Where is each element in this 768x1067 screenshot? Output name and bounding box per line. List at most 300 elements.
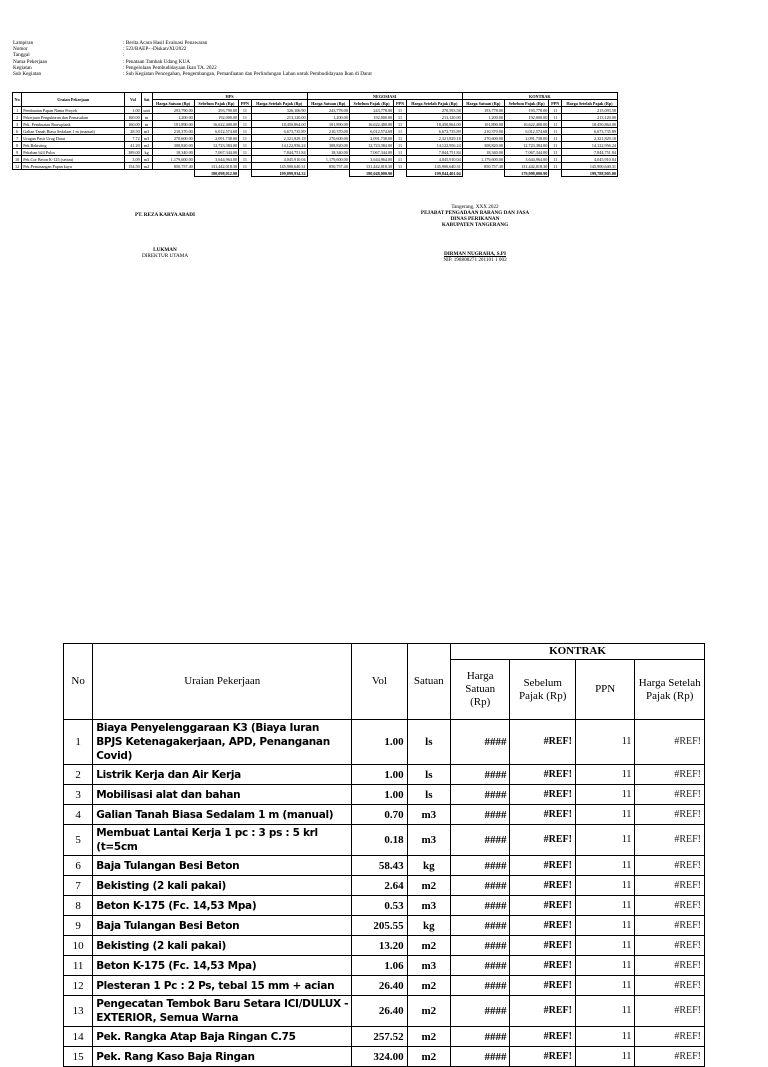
- totals-spacer: [13, 170, 153, 177]
- contract-cell-sp: #REF!: [510, 976, 576, 996]
- contract-cell-sp: #REF!: [510, 896, 576, 916]
- col-uraian: Uraian Pekerjaan: [22, 93, 125, 107]
- table-cell: 145,900,640.31: [406, 163, 462, 170]
- contract-cell-ppn: 11: [575, 805, 634, 825]
- table-cell: 1,200.00: [462, 114, 504, 121]
- table-cell: 18,450,864.00: [251, 121, 307, 128]
- subcol-ppn: PPN: [239, 100, 252, 107]
- contract-cell-uraian: Beton K-175 (Fc. 14,53 Mpa): [93, 896, 352, 916]
- left-signature: [120, 212, 210, 259]
- header-info-value: :: [123, 52, 125, 59]
- table-cell: 2,091,738.00: [194, 135, 238, 142]
- contract-cell-hs: ####: [450, 720, 509, 765]
- contract-cell-uraian: Plesteran 1 Pc : 2 Ps, tebal 15 mm + acian: [93, 976, 352, 996]
- contract-cell-sat: ls: [407, 720, 450, 765]
- table-cell: 1,200.00: [307, 114, 349, 121]
- table-cell: 6: [13, 128, 22, 135]
- header-info-value: : Pengelolaan Pembudidayaan Ikan TA. 2022: [123, 64, 217, 71]
- contract-cell-sp: #REF!: [510, 805, 576, 825]
- contract-cell-sat: m2: [407, 1027, 450, 1047]
- table-cell: m2: [141, 163, 152, 170]
- contract-cell-ssp: #REF!: [635, 896, 705, 916]
- contract-cell-no: 7: [64, 876, 93, 896]
- table-row: [13, 149, 618, 156]
- contract-cell-vol: 0.53: [352, 896, 407, 916]
- table-cell: 101,890.00: [462, 121, 504, 128]
- table-cell: 213,120.00: [406, 114, 462, 121]
- table-cell: Pembuatan Papan Nama Proyek: [22, 107, 125, 114]
- contract-cell-uraian: Pek. Rangka Atap Baja Ringan C.75: [93, 1027, 352, 1047]
- table-cell: 850,757.40: [152, 163, 194, 170]
- company-name: PT. REZA KARYA ABADI: [134, 212, 196, 218]
- evaluation-table: [12, 92, 618, 177]
- subcol-hs: Harga Satuan (Rp): [462, 100, 504, 107]
- table-cell: kg: [141, 149, 152, 156]
- table-cell: 4,045,910.04: [251, 156, 307, 163]
- big-col-vol: Vol: [352, 644, 407, 720]
- contract-cell-ppn: 11: [575, 1027, 634, 1047]
- contract-cell-hs: ####: [450, 996, 509, 1027]
- contract-cell-ppn: 11: [575, 1047, 634, 1067]
- table-cell: 11: [549, 156, 562, 163]
- table-cell: 7,067,344.00: [194, 149, 238, 156]
- contract-cell-vol: 13.20: [352, 936, 407, 956]
- table-cell: Pekaban b24 Polos: [22, 149, 125, 156]
- contract-cell-uraian: Baja Tulangan Besi Beton: [93, 916, 352, 936]
- table-cell: 243,778.00: [349, 107, 393, 114]
- contract-cell-vol: 26.40: [352, 996, 407, 1027]
- table-cell: 11: [239, 156, 252, 163]
- contract-cell-sp: #REF!: [510, 936, 576, 956]
- contract-row: [64, 1027, 705, 1047]
- table-cell: 1: [13, 107, 22, 114]
- subcol-sp: Sebelum Pajak (Rp): [349, 100, 393, 107]
- contract-cell-uraian: Galian Tanah Biasa Sedalam 1 m (manual): [93, 805, 352, 825]
- table-cell: 2,091,738.00: [504, 135, 548, 142]
- contract-cell-sp: #REF!: [510, 785, 576, 805]
- contract-cell-no: 15: [64, 1047, 93, 1067]
- contract-cell-no: 14: [64, 1027, 93, 1047]
- contract-cell-hs: ####: [450, 936, 509, 956]
- table-cell: 160.00: [125, 114, 141, 121]
- table-cell: 192,000.00: [194, 114, 238, 121]
- table-cell: 270,600.00: [307, 135, 349, 142]
- contract-cell-sat: m2: [407, 876, 450, 896]
- table-row: [13, 114, 618, 121]
- table-row: [13, 121, 618, 128]
- table-cell: 11: [394, 121, 407, 128]
- contract-cell-hs: ####: [450, 1027, 509, 1047]
- table-cell: 18,340.00: [307, 149, 349, 156]
- contract-cell-ssp: #REF!: [635, 856, 705, 876]
- big-group-kontrak: KONTRAK: [450, 644, 704, 660]
- subcol-hs: Harga Satuan (Rp): [307, 100, 349, 107]
- table-cell: 11: [394, 128, 407, 135]
- subcol-sp: Sebelum Pajak (Rp): [194, 100, 238, 107]
- contract-cell-sp: #REF!: [510, 1047, 576, 1067]
- table-cell: 12,723,384.00: [504, 142, 548, 149]
- table-cell: 192,000.00: [504, 114, 548, 121]
- table-cell: 389.00: [125, 149, 141, 156]
- table-cell: 101,890.00: [307, 121, 349, 128]
- table-cell: 3: [13, 121, 22, 128]
- contract-row: [64, 956, 705, 976]
- contract-cell-ppn: 11: [575, 956, 634, 976]
- contract-cell-ssp: #REF!: [635, 976, 705, 996]
- header-info-value: : Berita Acara Hasil Evaluasi Penawaran: [123, 40, 208, 46]
- contract-cell-ssp: #REF!: [635, 1027, 705, 1047]
- table-cell: 210,370.00: [307, 128, 349, 135]
- totals-spacer: [239, 170, 252, 177]
- table-cell: 18,340.00: [462, 149, 504, 156]
- table-cell: 6,673,735.89: [561, 128, 617, 135]
- table-cell: 41.20: [125, 142, 141, 149]
- contract-cell-no: 11: [64, 956, 93, 976]
- contract-cell-ssp: #REF!: [635, 936, 705, 956]
- contract-cell-sat: kg: [407, 856, 450, 876]
- table-cell: 160.00: [125, 121, 141, 128]
- contract-cell-ssp: #REF!: [635, 825, 705, 856]
- table-cell: 3,644,964.00: [349, 156, 393, 163]
- table-cell: 18,450,864.00: [406, 121, 462, 128]
- table-cell: 308,820.00: [152, 142, 194, 149]
- signer-name-left: LUKMAN: [153, 247, 177, 253]
- contract-row: [64, 936, 705, 956]
- table-cell: unit: [141, 107, 152, 114]
- big-col-harga-satuan: Harga Satuan (Rp): [450, 660, 509, 720]
- table-cell: 11: [549, 149, 562, 156]
- table-cell: 11: [239, 135, 252, 142]
- table-cell: 14,122,956.24: [561, 142, 617, 149]
- table-cell: Pekerjaan Pengukuran dan Pemasukan: [22, 114, 125, 121]
- contract-row: [64, 876, 705, 896]
- contract-cell-sat: m2: [407, 1047, 450, 1067]
- table-cell: 18,450,864.00: [561, 121, 617, 128]
- table-cell: 131,442,018.30: [504, 163, 548, 170]
- table-cell: 7: [13, 135, 22, 142]
- contract-cell-sp: #REF!: [510, 856, 576, 876]
- header-info-key: Sub Kegiatan: [13, 71, 42, 78]
- table-cell: 131,442,018.30: [349, 163, 393, 170]
- contract-cell-ssp: #REF!: [635, 916, 705, 936]
- table-cell: 213,120.00: [561, 114, 617, 121]
- contract-cell-vol: 1.06: [352, 956, 407, 976]
- table-cell: 213,120.00: [251, 114, 307, 121]
- contract-cell-ppn: 11: [575, 825, 634, 856]
- table-cell: Pek.Bekisting: [22, 142, 125, 149]
- table-cell: 1,179,600.00: [307, 156, 349, 163]
- subcol-hs: Harga Satuan (Rp): [152, 100, 194, 107]
- table-cell: 11: [239, 142, 252, 149]
- table-cell: 11: [549, 128, 562, 135]
- contract-cell-uraian: Pengecatan Tembok Baru Setara ICI/DULUX - EXTERIOR, Semua Warna: [93, 996, 352, 1027]
- sign-date: Tangerang, XXX 2022: [451, 204, 499, 210]
- contract-cell-sat: m2: [407, 976, 450, 996]
- contract-cell-sp: #REF!: [510, 916, 576, 936]
- table-cell: 7,844,751.84: [561, 149, 617, 156]
- table-cell: 10: [13, 156, 22, 163]
- contract-cell-hs: ####: [450, 976, 509, 996]
- contract-row: [64, 765, 705, 785]
- contract-cell-sp: #REF!: [510, 765, 576, 785]
- contract-cell-ppn: 11: [575, 936, 634, 956]
- header-info: [13, 40, 372, 77]
- total-after-tax: 199,788,905.00: [561, 170, 617, 177]
- contract-cell-sat: m3: [407, 956, 450, 976]
- contract-cell-hs: ####: [450, 765, 509, 785]
- header-info-key: Nomor: [13, 46, 28, 53]
- totals-spacer: [394, 170, 407, 177]
- table-cell: 270,593.58: [406, 107, 462, 114]
- contract-cell-vol: 2.64: [352, 876, 407, 896]
- contract-cell-no: 8: [64, 896, 93, 916]
- subcol-ssp: Harga Setelah Pajak (Rp): [561, 100, 617, 107]
- table-row: [13, 156, 618, 163]
- table-cell: 131,442,018.30: [194, 163, 238, 170]
- signer-name-right: DIRMAN NUGRAHA, S.PI: [444, 251, 506, 257]
- table-cell: 850,757.40: [462, 163, 504, 170]
- right-signature: [400, 204, 550, 263]
- table-cell: 850,757.40: [307, 163, 349, 170]
- table-cell: 1,200.00: [152, 114, 194, 121]
- contract-cell-no: 3: [64, 785, 93, 805]
- table-cell: Pek.Cor Beton K-125 (setara): [22, 156, 125, 163]
- table-cell: 3,644,964.00: [504, 156, 548, 163]
- official-title-3: KABUPATEN TANGERANG: [441, 222, 509, 228]
- table-cell: Galian Tanah Biasa Sedalam 1 m (manual): [22, 128, 125, 135]
- contract-cell-sat: m3: [407, 805, 450, 825]
- table-cell: 14,122,956.24: [251, 142, 307, 149]
- contract-cell-ppn: 11: [575, 785, 634, 805]
- table-row: [13, 107, 618, 114]
- contract-cell-uraian: Bekisting (2 kali pakai): [93, 876, 352, 896]
- table-cell: 308,820.00: [307, 142, 349, 149]
- table-cell: m3: [141, 128, 152, 135]
- subcol-ppn: PPN: [394, 100, 407, 107]
- contract-cell-hs: ####: [450, 896, 509, 916]
- contract-cell-vol: 1.00: [352, 720, 407, 765]
- table-cell: 28.50: [125, 128, 141, 135]
- contract-cell-hs: ####: [450, 1047, 509, 1067]
- contract-cell-hs: ####: [450, 856, 509, 876]
- contract-cell-vol: 1.00: [352, 765, 407, 785]
- table-cell: 2,321,829.18: [406, 135, 462, 142]
- contract-cell-ssp: #REF!: [635, 765, 705, 785]
- contract-cell-sp: #REF!: [510, 876, 576, 896]
- total-after-tax: 199,844,401.04: [406, 170, 462, 177]
- header-info-key: Nama Pekerjaan: [13, 58, 48, 65]
- table-cell: 193,778.00: [504, 107, 548, 114]
- table-cell: m3: [141, 156, 152, 163]
- table-cell: 7.72: [125, 135, 141, 142]
- table-cell: 11: [549, 114, 562, 121]
- contract-row: [64, 825, 705, 856]
- contract-cell-ppn: 11: [575, 856, 634, 876]
- header-info-key: Lampiran: [13, 40, 34, 46]
- contract-cell-sat: ls: [407, 785, 450, 805]
- table-cell: Urugan Pasir Urug Darat: [22, 135, 125, 142]
- total-before-tax: 180,098,012.90: [194, 170, 238, 177]
- col-sat: Sat: [141, 93, 152, 107]
- contract-cell-no: 2: [64, 765, 93, 785]
- totals-spacer: [549, 170, 562, 177]
- contract-cell-hs: ####: [450, 785, 509, 805]
- total-after-tax: 199,899,934.32: [251, 170, 307, 177]
- contract-cell-sp: #REF!: [510, 720, 576, 765]
- contract-cell-no: 13: [64, 996, 93, 1027]
- contract-row: [64, 805, 705, 825]
- contract-cell-hs: ####: [450, 825, 509, 856]
- contract-cell-uraian: Bekisting (2 kali pakai): [93, 936, 352, 956]
- table-cell: 4,045,910.04: [406, 156, 462, 163]
- table-cell: 270,600.00: [152, 135, 194, 142]
- official-title-1: PEJABAT PENGADAAN BARANG DAN JASA: [420, 210, 530, 216]
- big-col-ppn: PPN: [575, 660, 634, 720]
- contract-cell-ppn: 11: [575, 876, 634, 896]
- table-cell: 11: [394, 107, 407, 114]
- table-cell: 270,600.00: [462, 135, 504, 142]
- table-cell: Pek. Pembuatan Bouwplank: [22, 121, 125, 128]
- contract-cell-no: 9: [64, 916, 93, 936]
- official-title-2: DINAS PERIKANAN: [450, 216, 500, 222]
- col-no: No: [13, 93, 22, 107]
- table-cell: 1.00: [125, 107, 141, 114]
- table-cell: 16,622,400.00: [194, 121, 238, 128]
- contract-cell-no: 12: [64, 976, 93, 996]
- contract-table: [63, 643, 705, 1067]
- contract-cell-ssp: #REF!: [635, 996, 705, 1027]
- group-negosiasi: NEGOSIASI: [307, 93, 462, 100]
- table-cell: 2,091,738.00: [349, 135, 393, 142]
- table-cell: 11: [549, 142, 562, 149]
- signer-title-left: DIREKTUR UTAMA: [141, 253, 189, 259]
- table-cell: 215,093.58: [561, 107, 617, 114]
- table-cell: m2: [141, 142, 152, 149]
- table-cell: 11: [239, 121, 252, 128]
- table-cell: 7,844,751.84: [251, 149, 307, 156]
- table-cell: 308,820.00: [462, 142, 504, 149]
- table-cell: 11: [239, 149, 252, 156]
- table-cell: 6,012,574.68: [349, 128, 393, 135]
- contract-cell-ppn: 11: [575, 765, 634, 785]
- contract-cell-ssp: #REF!: [635, 876, 705, 896]
- table-cell: 6,012,574.68: [194, 128, 238, 135]
- contract-cell-uraian: Pek. Rang Kaso Baja Ringan: [93, 1047, 352, 1067]
- contract-cell-vol: 324.00: [352, 1047, 407, 1067]
- col-vol: Vol: [125, 93, 141, 107]
- subcol-ssp: Harga Setelah Pajak (Rp): [406, 100, 462, 107]
- header-info-value: : Sub Kegiatan Pencegahan, Pengembangan, Pemanfaatan dan Perlindungan Lahan untuk Pembudidayaan Ikan di Darat: [123, 71, 372, 78]
- table-cell: m3: [141, 135, 152, 142]
- contract-cell-no: 4: [64, 805, 93, 825]
- contract-row: [64, 996, 705, 1027]
- table-cell: 11: [394, 142, 407, 149]
- big-col-uraian: Uraian Pekerjaan: [93, 644, 352, 720]
- table-cell: 3,644,964.00: [194, 156, 238, 163]
- table-cell: 16,622,400.00: [504, 121, 548, 128]
- table-cell: 4,045,910.04: [561, 156, 617, 163]
- table-cell: 7,067,344.00: [349, 149, 393, 156]
- table-cell: 9: [13, 149, 22, 156]
- contract-cell-hs: ####: [450, 805, 509, 825]
- contract-cell-no: 6: [64, 856, 93, 876]
- contract-cell-vol: 26.40: [352, 976, 407, 996]
- contract-cell-vol: 205.55: [352, 916, 407, 936]
- table-cell: 11: [394, 149, 407, 156]
- contract-cell-vol: 0.70: [352, 805, 407, 825]
- contract-cell-ssp: #REF!: [635, 956, 705, 976]
- table-cell: 12,723,384.00: [194, 142, 238, 149]
- contract-cell-no: 10: [64, 936, 93, 956]
- big-col-setelah-pajak: Harga Setelah Pajak (Rp): [635, 660, 705, 720]
- contract-cell-ppn: 11: [575, 916, 634, 936]
- table-cell: 145,900,640.31: [251, 163, 307, 170]
- contract-cell-ssp: #REF!: [635, 785, 705, 805]
- header-info-key: Tanggal: [13, 52, 30, 59]
- contract-cell-ppn: 11: [575, 720, 634, 765]
- totals-row: [13, 170, 618, 177]
- table-row: [13, 128, 618, 135]
- table-cell: 293,790.00: [194, 107, 238, 114]
- contract-cell-ppn: 11: [575, 896, 634, 916]
- contract-cell-uraian: Listrik Kerja dan Air Kerja: [93, 765, 352, 785]
- table-cell: 11: [549, 121, 562, 128]
- table-cell: 16,622,400.00: [349, 121, 393, 128]
- table-cell: 2,321,829.18: [561, 135, 617, 142]
- contract-cell-hs: ####: [450, 876, 509, 896]
- contract-row: [64, 856, 705, 876]
- table-cell: 11: [239, 107, 252, 114]
- table-cell: 154.50: [125, 163, 141, 170]
- contract-cell-hs: ####: [450, 916, 509, 936]
- table-cell: 326,106.90: [251, 107, 307, 114]
- table-cell: 6,673,735.89: [406, 128, 462, 135]
- big-col-sebelum-pajak: Sebelum Pajak (Rp): [510, 660, 576, 720]
- contract-cell-ssp: #REF!: [635, 1047, 705, 1067]
- table-cell: 6,673,735.89: [251, 128, 307, 135]
- table-cell: m: [141, 121, 152, 128]
- contract-cell-no: 1: [64, 720, 93, 765]
- big-col-no: No: [64, 644, 93, 720]
- table-cell: 8: [13, 142, 22, 149]
- table-cell: 192,000.00: [349, 114, 393, 121]
- totals-spacer: [462, 170, 504, 177]
- contract-cell-uraian: Beton K-175 (Fc. 14,53 Mpa): [93, 956, 352, 976]
- table-cell: 293,790.00: [152, 107, 194, 114]
- totals-spacer: [152, 170, 194, 177]
- contract-cell-ppn: 11: [575, 976, 634, 996]
- table-cell: m: [141, 114, 152, 121]
- table-cell: 1,179,600.00: [462, 156, 504, 163]
- totals-spacer: [307, 170, 349, 177]
- contract-cell-sat: m3: [407, 896, 450, 916]
- table-cell: 7,844,751.84: [406, 149, 462, 156]
- table-cell: 14,122,956.24: [406, 142, 462, 149]
- subcol-sp: Sebelum Pajak (Rp): [504, 100, 548, 107]
- table-cell: 11: [394, 163, 407, 170]
- header-info-value: : 523/BAEP- -Diskan/XI/2022: [123, 46, 187, 53]
- contract-row: [64, 976, 705, 996]
- contract-row: [64, 720, 705, 765]
- header-info-row: [13, 71, 372, 77]
- table-cell: 2,321,829.18: [251, 135, 307, 142]
- contract-cell-vol: 58.43: [352, 856, 407, 876]
- group-kontrak: KONTRAK: [462, 93, 617, 100]
- table-cell: 11: [239, 128, 252, 135]
- signer-nip: NIP. 198808271 201101 1 002: [443, 257, 507, 263]
- table-cell: 6,012,574.68: [504, 128, 548, 135]
- table-row: [13, 142, 618, 149]
